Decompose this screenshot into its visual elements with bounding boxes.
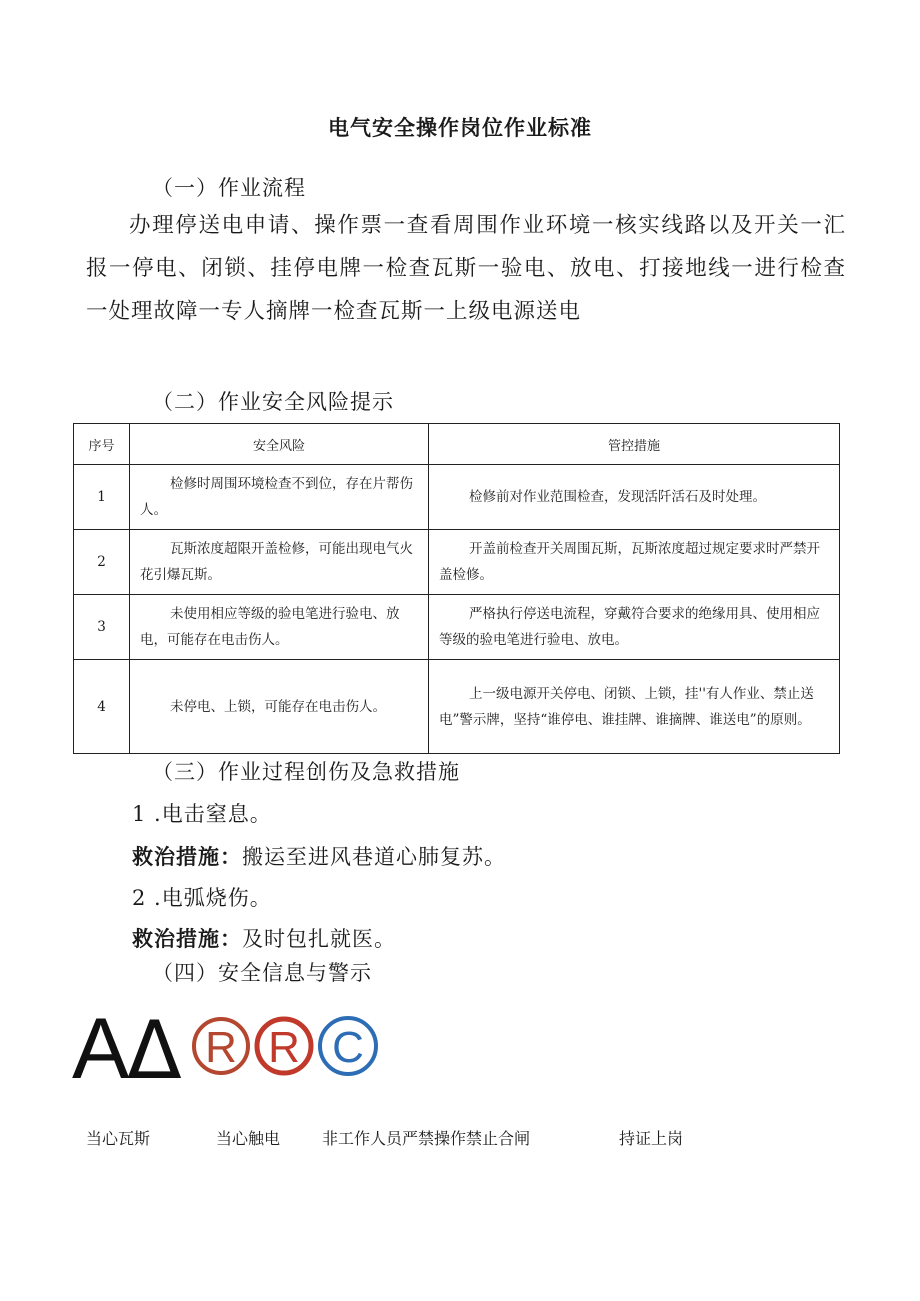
sign-caption-certified: 持证上岗 [619, 1129, 684, 1148]
sign-caption-electric: 当心触电 [216, 1129, 281, 1148]
risk-cell: 检修时周围环境检查不到位，存在片帮伤人。 [130, 465, 429, 530]
column-header-risk: 安全风险 [130, 424, 429, 465]
control-cell: 上一级电源开关停电、闭锁、上锁，挂''有人作业、禁止送电”警示牌，坚持“谁停电、谁挂牌、谁摘牌、谁送电”的原则。 [429, 660, 840, 754]
treatment-label: 救治措施： [132, 927, 242, 951]
section-4-heading: （四）安全信息与警示 [152, 961, 372, 985]
treatment-label: 救治措施： [132, 845, 242, 869]
svg-text:C: C [332, 1023, 364, 1072]
injury-item: 1 .电击窒息。 [132, 802, 272, 826]
control-cell: 检修前对作业范围检查，发现活阡活石及时处理。 [429, 465, 840, 530]
sign-caption-gas: 当心瓦斯 [86, 1129, 151, 1148]
no-operation-sign-icon [189, 1010, 253, 1084]
table-row [74, 530, 840, 595]
svg-text:R: R [268, 1023, 300, 1072]
table-row [74, 660, 840, 754]
workflow-paragraph: 办理停送电申请、操作票一查看周围作业环境一核实线路以及开关一汇报一停电、闭锁、挂停电牌一检查瓦斯一验电、放电、打接地线一进行检查一处理故障一专人摘牌一检查瓦斯一上级电源送电 [86, 213, 846, 324]
treatment-measure: 搬运至进风巷道心肺复苏。 [242, 845, 506, 869]
control-cell: 严格执行停送电流程，穿戴符合要求的绝缘用具、使用相应等级的验电笔进行验电、放电。 [429, 595, 840, 660]
row-number: 2 [74, 530, 130, 595]
risk-cell: 瓦斯浓度超限开盖检修，可能出现电气火花引爆瓦斯。 [130, 530, 429, 595]
svg-text:A: A [72, 1010, 130, 1084]
table-row [74, 595, 840, 660]
control-cell: 开盖前检查开关周围瓦斯，瓦斯浓度超过规定要求时严禁开盖检修。 [429, 530, 840, 595]
risk-cell: 未停电、上锁，可能存在电击伤人。 [130, 660, 429, 754]
treatment-line [132, 923, 396, 953]
table-row [74, 465, 840, 530]
gas-warning-icon [70, 1010, 130, 1084]
section-2-heading: （二）作业安全风险提示 [152, 390, 394, 414]
svg-text:R: R [205, 1023, 237, 1072]
column-header-number: 序号 [74, 424, 130, 465]
table-header-row [74, 424, 840, 465]
treatment-line [132, 841, 506, 871]
section-3-heading: （三）作业过程创伤及急救措施 [152, 760, 460, 784]
row-number: 1 [74, 465, 130, 530]
no-closing-switch-sign-icon [252, 1010, 316, 1084]
treatment-measure: 及时包扎就医。 [242, 927, 396, 951]
risk-table [73, 423, 840, 754]
injury-item: 2 .电弧烧伤。 [132, 886, 272, 910]
risk-cell: 未使用相应等级的验电笔进行验电、放电，可能存在电击伤人。 [130, 595, 429, 660]
column-header-control: 管控措施 [429, 424, 840, 465]
electric-warning-icon [125, 1010, 191, 1084]
row-number: 4 [74, 660, 130, 754]
section-1-heading: （一）作业流程 [152, 176, 306, 200]
certified-post-sign-icon [315, 1010, 381, 1084]
svg-text:Δ: Δ [127, 1010, 182, 1084]
row-number: 3 [74, 595, 130, 660]
sign-caption-no-operation: 非工作人员严禁操作禁止合闸 [322, 1129, 531, 1148]
page-title: 电气安全操作岗位作业标准 [328, 116, 592, 140]
